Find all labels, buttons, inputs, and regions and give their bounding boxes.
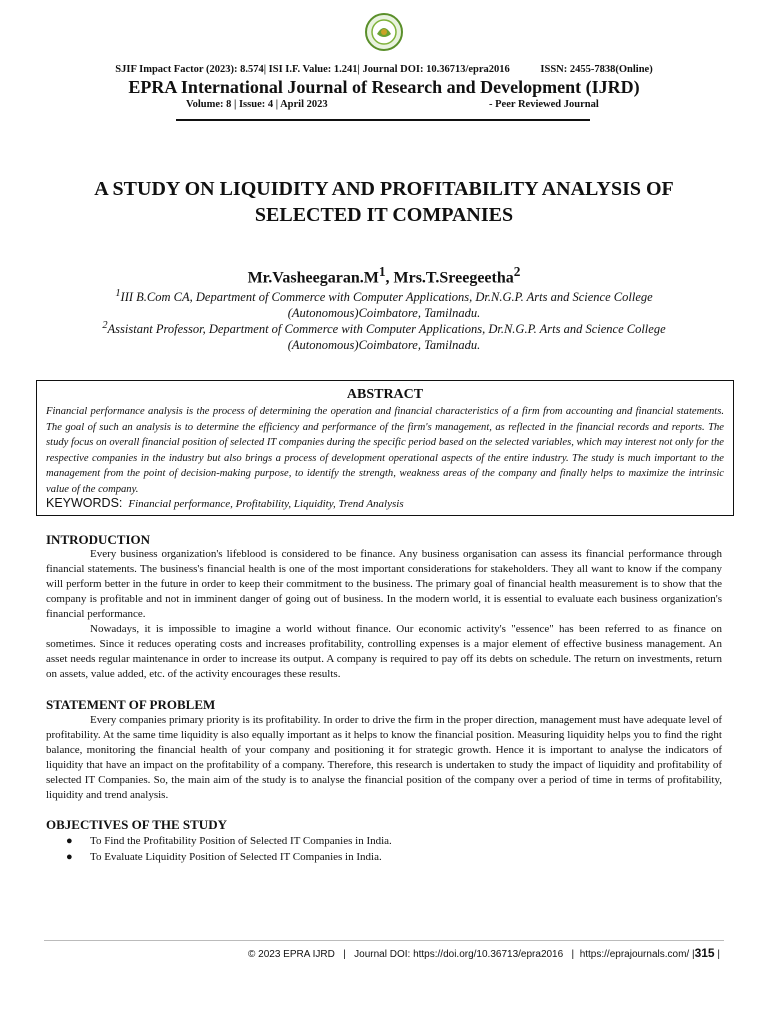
header-divider xyxy=(176,119,590,121)
introduction-paragraph-2: Nowadays, it is impossible to imagine a world without finance. Our economic activity's "essence" has been referred to as finance on sometimes. Since it reduces operating costs and increases profitability, controlling expenses is a major element of effective business management. An asset needs regular maintenance in order to increase its output. A company is required to pay off its debts on schedule. The return on investments, return on assets, value added, etc. of the activity encourages these results. xyxy=(46,623,722,680)
page-number: 315 xyxy=(694,946,715,960)
impact-factor: SJIF Impact Factor (2023): 8.574| ISI I.F. Value: 1.241| Journal DOI: 10.36713/epra2016 xyxy=(115,64,510,75)
objective-1: To Find the Profitability Position of Selected IT Companies in India. xyxy=(90,835,392,847)
author-line xyxy=(0,264,768,287)
abstract-heading: ABSTRACT xyxy=(346,387,424,402)
journal-seal-icon xyxy=(364,12,404,52)
objectives-heading: OBJECTIVES OF THE STUDY xyxy=(46,817,227,832)
paper-title: A STUDY ON LIQUIDITY AND PROFITABILITY ANALYSIS OF SELECTED IT COMPANIES xyxy=(94,178,674,226)
affiliation-1 xyxy=(60,286,708,321)
statement-heading: STATEMENT OF PROBLEM xyxy=(46,697,216,712)
statement-paragraph: Every companies primary priority is its profitability. In order to drive the firm in the proper direction, management must have adequate level of profitability. At the same time liquidity is also equally important as it helps to know the financial position. Measuring liquidity helps you to find the right balance, monitoring the financial health of your company and positioning it for strategic growth. Hence it is important to analyse the indicators of liquidity that have an impact on the profitability of a company. Therefore, this research is undertaken to study the impact of liquidity and profitability of selected IT Companies. So, the main aim of the study is to analyse the financial position of the company over a period of time in terms of profitability, liquidity and trend analysis. xyxy=(46,714,722,801)
bullet-icon: ● xyxy=(66,850,73,863)
author-separator: , xyxy=(385,269,394,287)
footer-doi: Journal DOI: https://doi.org/10.36713/epra2016 xyxy=(354,949,564,960)
peer-reviewed-label: - Peer Reviewed Journal xyxy=(489,99,599,110)
author-2-sup: 2 xyxy=(513,264,521,279)
affiliation-2 xyxy=(60,318,708,353)
journal-title: EPRA International Journal of Research and Development (IJRD) xyxy=(128,77,640,97)
author-2: Mrs.T.Sreegeetha xyxy=(393,269,514,287)
author-1: Mr.Vasheegaran.M xyxy=(247,269,379,287)
keywords-line xyxy=(46,496,404,510)
list-item xyxy=(64,834,392,850)
list-item xyxy=(64,850,392,866)
affiliation-2-sup: 2 xyxy=(102,320,108,331)
volume-info: Volume: 8 | Issue: 4 | April 2023 xyxy=(186,99,328,110)
affiliation-1-text: III B.Com CA, Department of Commerce with Computer Applications, Dr.N.G.P. Arts and Science College (Autonomous)Coimbatore, Tamilnadu. xyxy=(120,290,653,321)
objective-2: To Evaluate Liquidity Position of Selected IT Companies in India. xyxy=(90,850,382,863)
bullet-icon: ● xyxy=(66,835,73,847)
objectives-list xyxy=(64,834,392,865)
footer-divider xyxy=(44,940,724,941)
footer-copyright: © 2023 EPRA IJRD xyxy=(248,949,335,960)
abstract-box xyxy=(36,380,734,516)
statement-body xyxy=(46,713,722,803)
journal-meta-line xyxy=(0,64,768,75)
author-1-sup: 1 xyxy=(378,264,386,279)
introduction-paragraph-1: Every business organization's lifeblood is considered to be finance. Any business organisation can assess its financial performance through financial statements. The business's financial health is one of the most important considerations for stakeholders. They all want to know if the company will perform better in the future in order to keep their commitment to the business. The primary goal of financial health measurement is to show that the company is profitable and not in imminent danger of going out of business. In the modern world, it is essential to evaluate each business organization's financial performance. xyxy=(46,548,722,620)
affiliation-2-text: Assistant Professor, Department of Commerce with Computer Applications, Dr.N.G.P. Arts and Science College (Autonomous)Coimbatore, Tamilnadu. xyxy=(107,322,666,353)
page-footer: © 2023 EPRA IJRD | Journal DOI: https://doi.org/10.36713/epra2016 | https://eprajournals.com/ |315 | xyxy=(248,946,720,960)
abstract-text: Financial performance analysis is the process of determining the operation and financial characteristics of a firm from accounting and financial statements. The goal of such an analysis is to determine the efficiency and performance of the firm's management, as reflected in the financial records and reports. The study focus on overall financial position of selected IT companies during the specific period based on the selected variables, which may interest not only for the respective companies in the industry but also brings a process of development operational aspects of the entire industry. The study is much important to the management from the point of decision-making purpose, to identify the strength, weakness areas of the company and finally helps to maximize the intrinsic value of the company. xyxy=(46,406,724,495)
affiliation-1-sup: 1 xyxy=(115,288,121,299)
keywords-label: KEYWORDS: xyxy=(46,496,123,510)
introduction-heading: INTRODUCTION xyxy=(46,532,151,547)
keywords-list: Financial performance, Profitability, Liquidity, Trend Analysis xyxy=(128,498,404,510)
introduction-body xyxy=(46,547,722,682)
issn: ISSN: 2455-7838(Online) xyxy=(540,64,653,75)
footer-url[interactable]: https://eprajournals.com/ xyxy=(579,949,690,960)
